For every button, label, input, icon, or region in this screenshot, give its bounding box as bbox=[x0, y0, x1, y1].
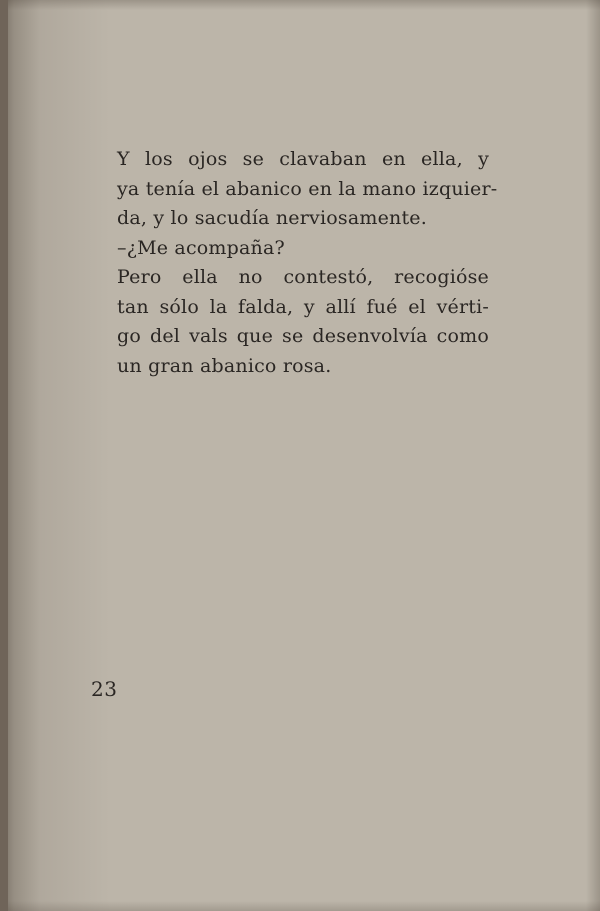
text-line: ya tenía el abanico en la mano izquier- bbox=[117, 177, 498, 200]
text-line: un gran abanico rosa. bbox=[117, 354, 332, 377]
text-line: Pero ella no contestó, recogióse bbox=[117, 266, 489, 288]
text-line: –¿Me acompaña? bbox=[117, 236, 285, 259]
text-line: da, y lo sacudía nerviosamente. bbox=[117, 207, 427, 229]
text-line: go del vals que se desenvolvía como bbox=[117, 325, 489, 347]
page-number: 23 bbox=[91, 677, 118, 701]
body-text bbox=[117, 145, 498, 381]
text-line: Y los ojos se clavaban en ella, y bbox=[117, 148, 489, 170]
book-spine-shadow bbox=[0, 0, 8, 911]
text-line: tan sólo la falda, y allí fué el vérti- bbox=[117, 295, 489, 318]
